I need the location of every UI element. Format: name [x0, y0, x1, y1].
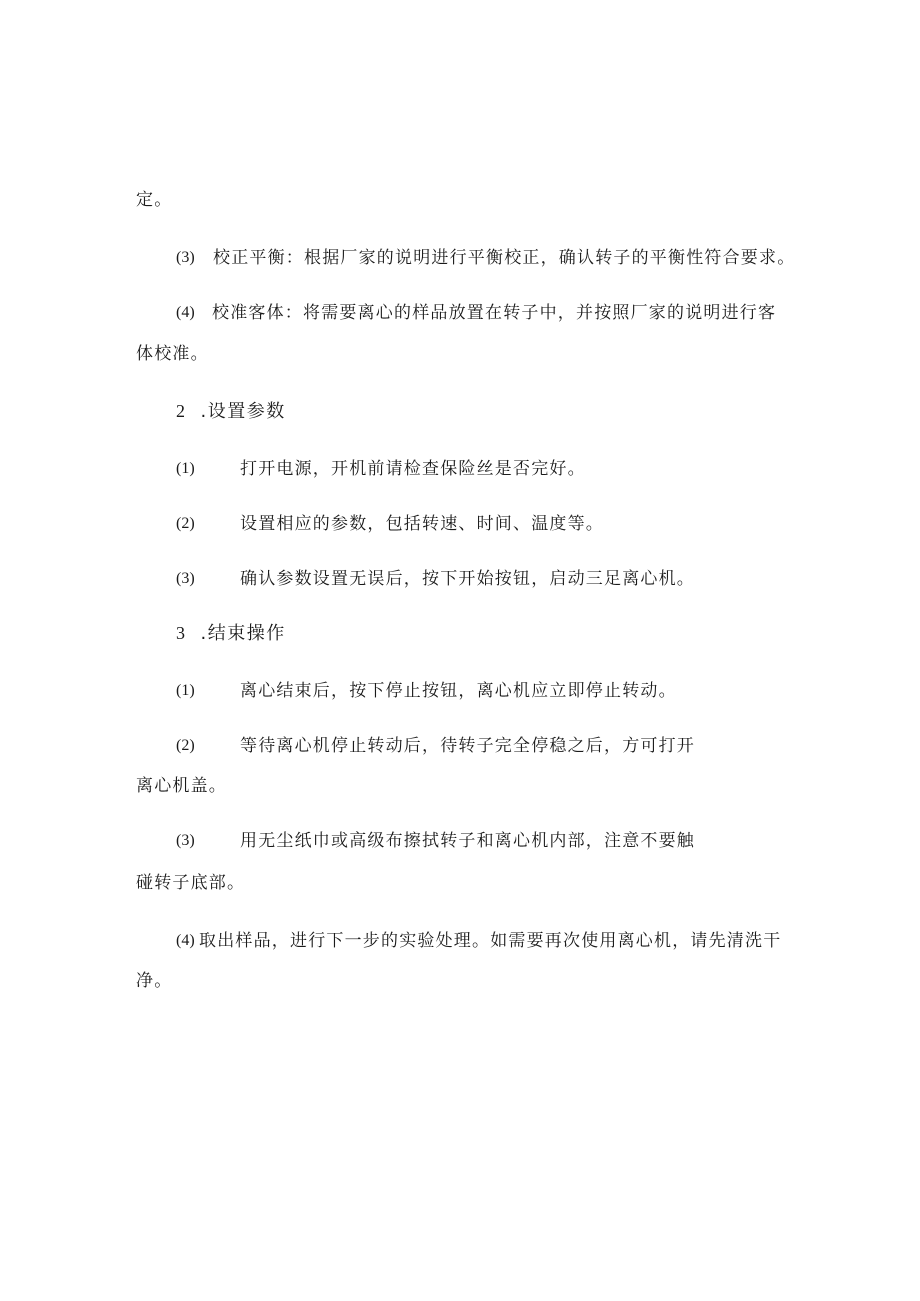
item-number: (2): [176, 737, 195, 754]
item-text: 设置相应的参数，包括转速、时间、温度等。: [240, 514, 604, 534]
item-text: 校准客体：将需要离心的样品放置在转子中，并按照厂家的说明进行客: [212, 303, 777, 323]
item-text: 取出样品，进行下一步的实验处理。如需要再次使用离心机，请先清洗干: [199, 931, 782, 951]
item-number: (3): [176, 832, 195, 849]
item-number: (3): [176, 570, 195, 587]
item-text-continuation: 体校准。: [136, 344, 209, 364]
item-number: (4): [176, 304, 195, 321]
item-number: (1): [176, 682, 195, 699]
item-text-continuation: 净。: [136, 971, 173, 991]
item-number: (2): [176, 515, 195, 532]
item-text: 等待离心机停止转动后，待转子完全停稳之后，方可打开: [240, 736, 695, 756]
section-number: 3: [176, 623, 187, 643]
section-title: .设置参数: [200, 401, 286, 422]
item-text: 打开电源，开机前请检查保险丝是否完好。: [240, 459, 586, 479]
item-text-continuation: 离心机盖。: [136, 776, 227, 796]
item-number: (1): [176, 460, 195, 477]
section-title: .结束操作: [200, 623, 286, 644]
item-text: 用无尘纸巾或高级布擦拭转子和离心机内部，注意不要触: [240, 831, 695, 851]
item-number: (4): [176, 932, 195, 949]
item-number: (3): [176, 249, 195, 266]
item-text: 确认参数设置无误后，按下开始按钮，启动三足离心机。: [240, 569, 695, 589]
item-text: 校正平衡：根据厂家的说明进行平衡校正，确认转子的平衡性符合要求。: [213, 248, 796, 268]
section-number: 2: [176, 401, 187, 421]
continuation-text: 定。: [136, 190, 173, 210]
item-text: 离心结束后，按下停止按钮，离心机应立即停止转动。: [240, 681, 677, 701]
section-heading: [176, 621, 286, 646]
item-text-continuation: 碰转子底部。: [136, 873, 246, 893]
section-heading: [176, 399, 286, 424]
